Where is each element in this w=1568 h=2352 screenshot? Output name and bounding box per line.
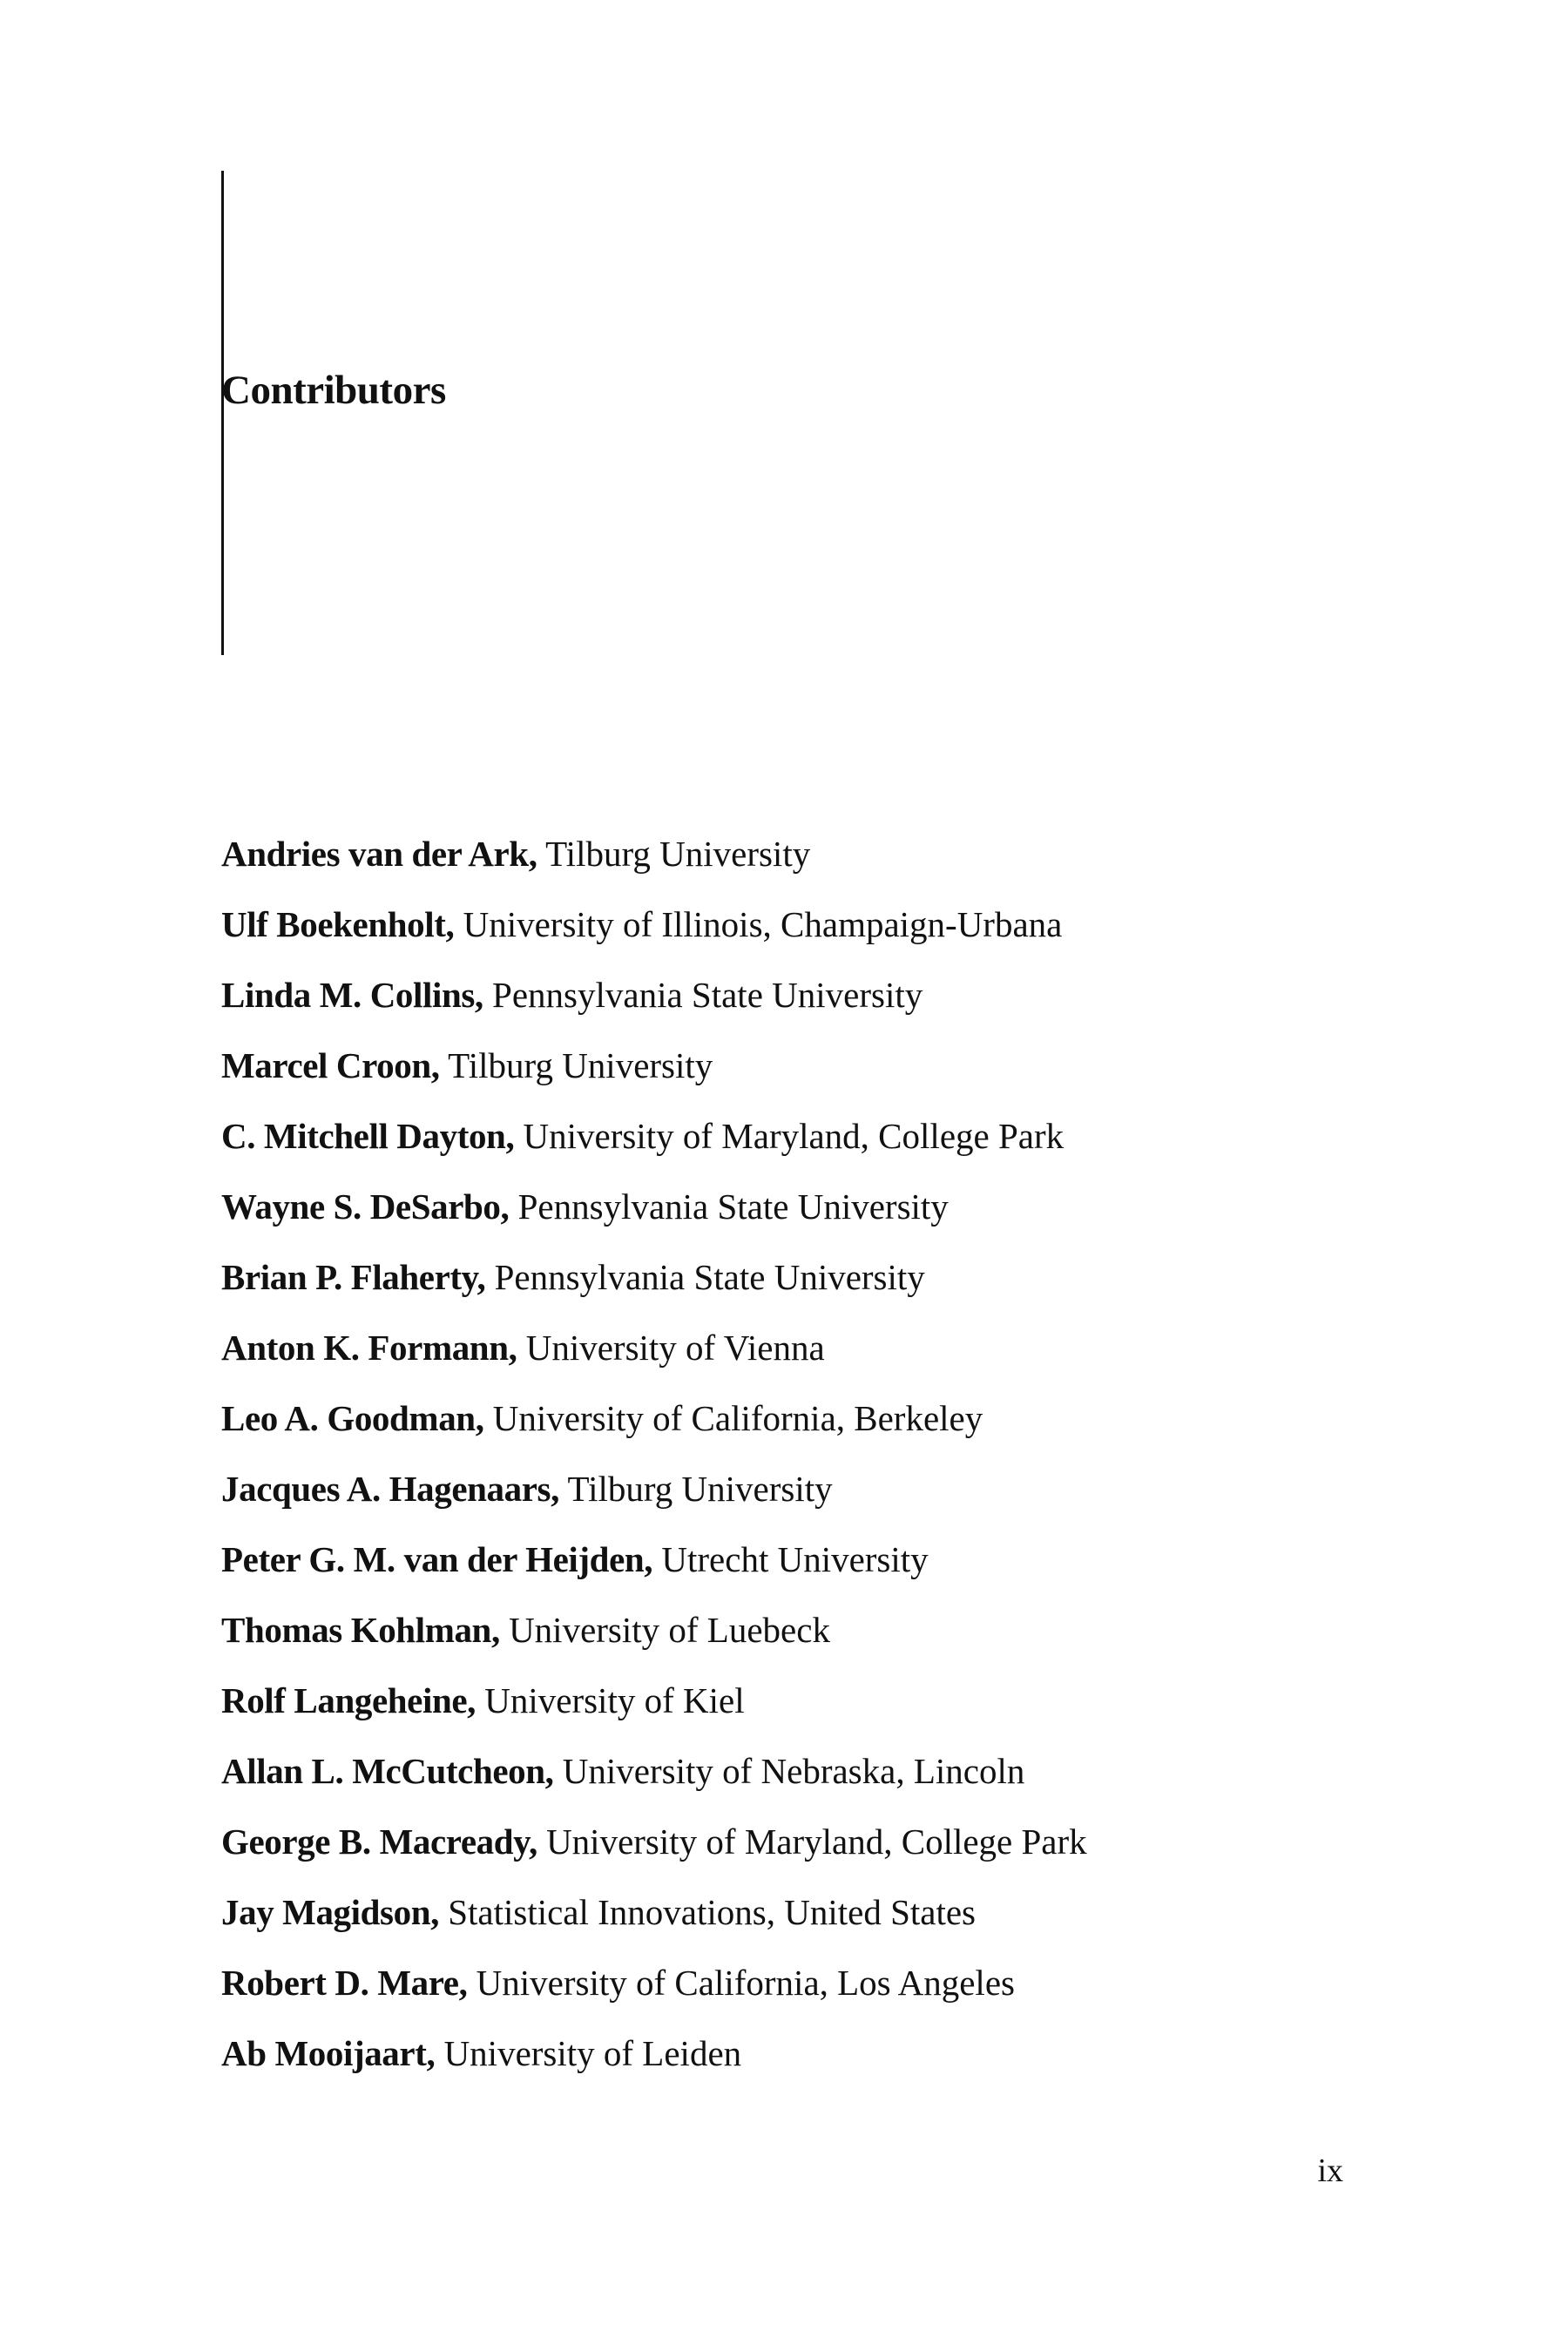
contributor-name: Brian P. Flaherty, bbox=[221, 1257, 486, 1297]
contributor-name: Jacques A. Hagenaars, bbox=[221, 1469, 559, 1509]
contributor-name: Andries van der Ark, bbox=[221, 834, 537, 874]
contributor-affiliation: University of Kiel bbox=[484, 1680, 745, 1720]
contributor-affiliation: University of Maryland, College Park bbox=[546, 1821, 1087, 1862]
contributor-affiliation: University of Nebraska, Lincoln bbox=[562, 1751, 1025, 1791]
contributor-name: Ab Mooijaart, bbox=[221, 2033, 436, 2073]
contributor-affiliation: Tilburg University bbox=[567, 1469, 833, 1509]
contributor-name: Anton K. Formann, bbox=[221, 1328, 517, 1368]
contributor-entry bbox=[221, 1185, 1087, 1255]
contributor-affiliation: Pennsylvania State University bbox=[492, 975, 923, 1015]
contributor-entry bbox=[221, 1679, 1087, 1749]
contributor-entry bbox=[221, 1044, 1087, 1114]
contributor-name: Thomas Kohlman, bbox=[221, 1610, 500, 1650]
contributor-affiliation: University of Leiden bbox=[443, 2033, 742, 2073]
contributor-affiliation: University of California, Berkeley bbox=[492, 1398, 983, 1438]
contributor-name: C. Mitchell Dayton, bbox=[221, 1116, 515, 1156]
contributor-entry bbox=[221, 1608, 1087, 1679]
contributor-name: Allan L. McCutcheon, bbox=[221, 1751, 554, 1791]
contributor-entry bbox=[221, 1255, 1087, 1326]
contributor-name: Peter G. M. van der Heijden, bbox=[221, 1539, 653, 1579]
contributor-affiliation: Pennsylvania State University bbox=[494, 1257, 925, 1297]
contributor-name: Linda M. Collins, bbox=[221, 975, 483, 1015]
contributor-name: Rolf Langeheine, bbox=[221, 1680, 476, 1720]
contributor-entry bbox=[221, 1749, 1087, 1820]
contributor-affiliation: Tilburg University bbox=[545, 834, 811, 874]
contributor-entry bbox=[221, 1890, 1087, 1961]
contributor-entry bbox=[221, 1467, 1087, 1538]
contributor-entry bbox=[221, 832, 1087, 902]
contributor-name: Ulf Boekenholt, bbox=[221, 904, 455, 944]
contributor-entry bbox=[221, 1820, 1087, 1890]
contributor-affiliation: University of California, Los Angeles bbox=[476, 1963, 1015, 2003]
contributor-entry bbox=[221, 1538, 1087, 1608]
contributor-name: Marcel Croon, bbox=[221, 1045, 440, 1085]
contributor-entry bbox=[221, 2031, 1087, 2102]
contributor-entry bbox=[221, 973, 1087, 1044]
page-number: ix bbox=[1317, 2153, 1343, 2189]
page-title: Contributors bbox=[221, 368, 446, 413]
contributor-affiliation: Pennsylvania State University bbox=[517, 1186, 949, 1227]
contributor-affiliation: Tilburg University bbox=[448, 1045, 713, 1085]
contributor-entry bbox=[221, 1114, 1087, 1185]
chapter-rule bbox=[221, 171, 224, 655]
contributor-affiliation: University of Maryland, College Park bbox=[523, 1116, 1064, 1156]
contributor-affiliation: University of Vienna bbox=[525, 1328, 825, 1368]
contributor-list bbox=[221, 832, 1087, 2102]
contributor-entry bbox=[221, 1961, 1087, 2031]
contributor-entry bbox=[221, 902, 1087, 973]
contributor-name: Jay Magidson, bbox=[221, 1892, 439, 1932]
contributor-name: Robert D. Mare, bbox=[221, 1963, 468, 2003]
contributor-entry bbox=[221, 1326, 1087, 1396]
contributor-name: Leo A. Goodman, bbox=[221, 1398, 484, 1438]
contributor-affiliation: University of Luebeck bbox=[509, 1610, 830, 1650]
contributor-name: George B. Macready, bbox=[221, 1821, 537, 1862]
contributor-entry bbox=[221, 1396, 1087, 1467]
contributor-affiliation: Utrecht University bbox=[661, 1539, 929, 1579]
contributor-name: Wayne S. DeSarbo, bbox=[221, 1186, 510, 1227]
contributor-affiliation: Statistical Innovations, United States bbox=[448, 1892, 977, 1932]
contributor-affiliation: University of Illinois, Champaign-Urbana bbox=[463, 904, 1063, 944]
